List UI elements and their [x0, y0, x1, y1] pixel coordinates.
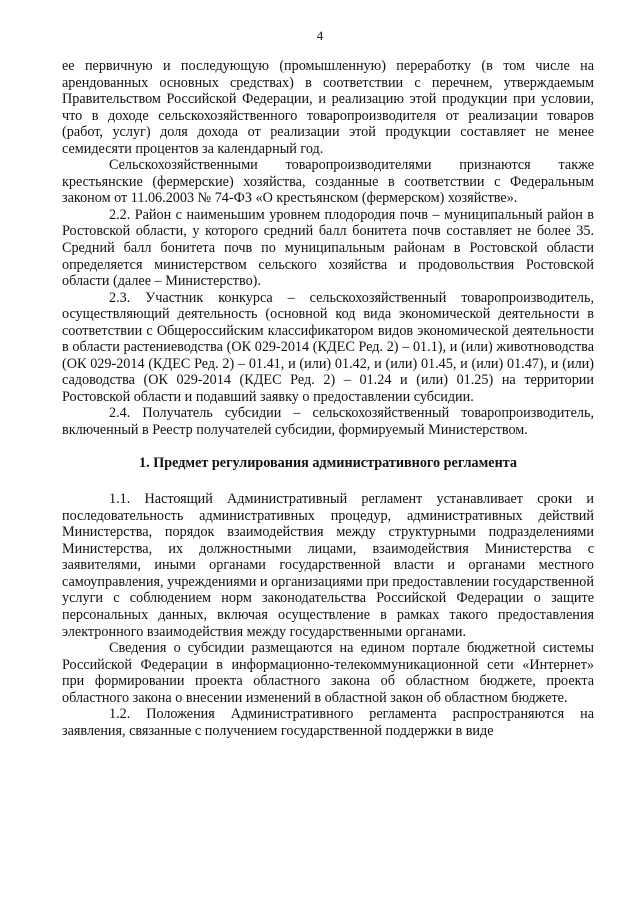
- paragraph-1-2: 1.2. Положения Административного регламента распространяются на заявления, связанные с получением государственной поддержки в виде: [62, 706, 594, 739]
- page-number: 4: [316, 28, 324, 43]
- document-body: [62, 58, 594, 739]
- paragraph-2-3: 2.3. Участник конкурса – сельскохозяйственный товаропроизводитель, осуществляющий деятельность (основной код вида экономической деятельности в соответствии с Общероссийским классификатором видов экономической деятельности в области растениеводства (ОК 029-2014 (КДЕС Ред. 2) – 01.1), и (или) животноводства (ОК 029-2014 (КДЕС Ред. 2) – 01.41, и (или) 01.42, и (или) 01.45, и (или) 01.47), и (или) садоводства (ОК 029-2014 (КДЕС Ред. 2) – 01.24 и (или) 01.25) на территории Ростовской области и подавший заявку о предоставлении субсидии.: [62, 289, 594, 405]
- paragraph-farm-producers: Сельскохозяйственными товаропроизводителями признаются также крестьянские (фермерские) хозяйства, созданные в соответствии с Федеральным законом от 11.06.2003 № 74-ФЗ «О крестьянском (фермерском) хозяйстве».: [62, 157, 594, 207]
- paragraph-continuation: ее первичную и последующую (промышленную) переработку (в том числе на арендованных основных средствах) в соответствии с перечнем, утверждаемым Правительством Российской Федерации, и реализацию этой продукции при условии, что в доходе сельскохозяйственного товаропроизводителя от реализации товаров (работ, услуг) доля дохода от реализации этой продукции составляет не менее семидесяти процентов за календарный год.: [62, 58, 594, 157]
- paragraph-2-2: 2.2. Район с наименьшим уровнем плодородия почв – муниципальный район в Ростовской области, у которого средний балл бонитета почв составляет не более 35. Средний балл бонитета почв по муниципальным районам в Ростовской области определяется министерством сельского хозяйства и продовольствия Ростовской области (далее – Министерство).: [62, 206, 594, 290]
- paragraph-1-1: 1.1. Настоящий Административный регламент устанавливает сроки и последовательность административных процедур, административных действий Министерства, порядок взаимодействия между структурными подразделениями Министерства, их должностными лицами, взаимодействия Министерства с заявителями, иными органами государственной власти и органами местного самоуправления, учреждениями и организациями при предоставлении государственной услуги с соблюдением норм законодательства Российской Федерации о защите персональных данных, включая осуществление в рамках такого предоставления электронного взаимодействия между государственными органами.: [62, 491, 594, 640]
- paragraph-2-4: 2.4. Получатель субсидии – сельскохозяйственный товаропроизводитель, включенный в Реестр получателей субсидии, формируемый Министерством.: [62, 405, 594, 439]
- section-heading: 1. Предмет регулирования административного регламента: [139, 454, 517, 471]
- paragraph-subsidy-info: Сведения о субсидии размещаются на едином портале бюджетной системы Российской Федерации в информационно-телекоммуникационной сети «Интернет» при формировании проекта областного закона об областном бюджете, проекта областного закона о внесении изменений в областной закон об областном бюджете.: [62, 640, 594, 706]
